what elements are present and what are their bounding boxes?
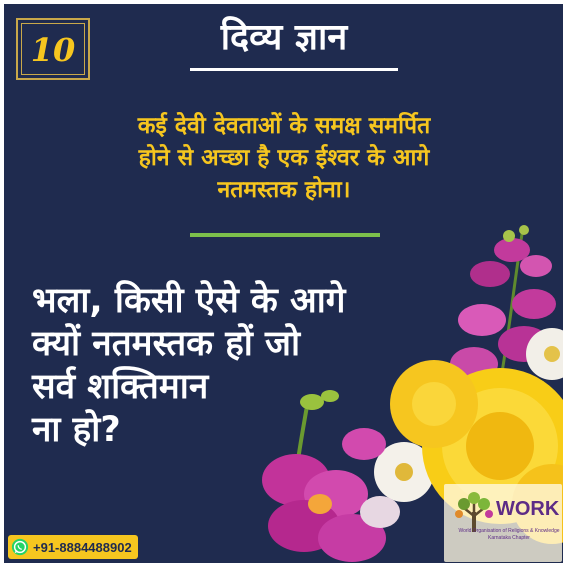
logo-org-name: World Organisation of Religions & Knowledge [458,528,560,534]
quote-line: होने से अच्छा है एक ईश्वर के आगे [138,145,430,171]
quote-line: नतमस्तक होना। [217,177,351,203]
post-number-badge [16,18,90,80]
question-line: भला, किसी ऐसे के आगे [32,281,346,321]
contact-phone[interactable] [8,535,138,559]
page-title: दिव्य ज्ञान [220,17,348,58]
post-number: 10 [30,31,76,69]
phone-number: +91-8884488902 [33,539,132,555]
green-divider [190,233,380,237]
quote-text [44,110,524,206]
post-card [4,4,563,563]
question-line: क्यों नतमस्तक हों जो [32,324,301,364]
question-line: सर्व शक्तिमान [32,367,209,407]
question-text [32,280,452,452]
title-underline [190,68,398,71]
logo-wordmark: WORK [496,498,560,520]
work-logo [444,484,562,562]
whatsapp-icon [11,538,29,556]
question-line: ना हो? [32,410,121,450]
quote-line: कई देवी देवताओं के समक्ष समर्पित [137,113,431,139]
logo-chapter: Karnataka Chapter [488,535,530,541]
